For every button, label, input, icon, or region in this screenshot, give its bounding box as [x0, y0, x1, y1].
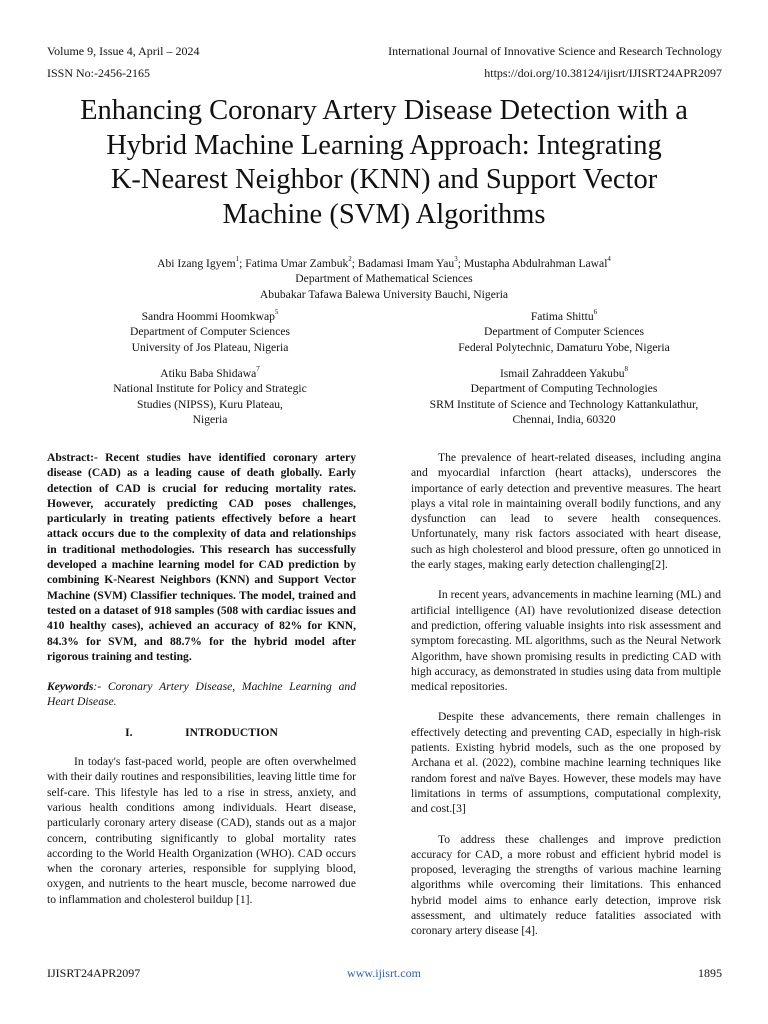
author-sup: 3 — [454, 255, 458, 263]
author-sup: 1 — [235, 255, 240, 263]
title-line: Hybrid Machine Learning Approach: Integrating — [106, 129, 662, 161]
author6-dept: Department of Computer Sciences — [483, 325, 644, 339]
author7-inst-line1: National Institute for Policy and Strategic — [113, 382, 307, 396]
author7-name: Atiku Baba Shidawa — [160, 367, 257, 380]
author8-block — [404, 366, 724, 428]
paragraph: Despite these advancements, there remain challenges in effectively detecting and preventing CAD, especially in high-risk patients. Existing hybrid models, such as the one proposed by Archana et al. (2022), combine machine learning techniques like random forest and naïve Bayes. However, these models may have limitations in terms of assumptions, computational complexity, and cost.[3] — [411, 710, 721, 816]
author5-name: Sandra Hoommi Hoomkwap — [141, 310, 275, 323]
main-authors — [84, 256, 684, 271]
author-sup: 4 — [607, 255, 611, 263]
title-line: Machine (SVM) Algorithms — [222, 198, 546, 230]
author6-name: Fatima Shittu — [530, 310, 594, 323]
paragraph: In today's fast-paced world, people are often overwhelmed with their daily routines and responsibilities, leaving little time for self-care. This lifestyle has led to a rise in stress, anxiety, and various health conditions among individuals. Heart disease, particularly coronary artery disease (CAD), stands out as a major concern, contributing significantly to global mortality rates according to the World Health Organization (WHO). CAD occurs when the coronary arteries, responsible for supplying blood, oxygen, and nutrients to the heart muscle, become narrowed due to inflammation and cholesterol buildup [1]. — [47, 755, 356, 906]
author8-sup: 8 — [624, 365, 629, 373]
author-name: Abi Izang Igyem — [157, 257, 236, 270]
footer-paper-id: IJISRT24APR2097 — [47, 966, 141, 980]
author6-sup: 6 — [593, 308, 598, 316]
abstract: Abstract:- Recent studies have identified coronary artery disease (CAD) as a leading cause of death globally. Early detection of CAD is crucial for reducing mortality rates. However, accurately predicting CAD poses challenges, particularly in treating patients effectively before a heart attack occurs due to the complexity of data and relationships in traditional methodologies. This research has successfully developed a machine learning model for CAD prediction by combining K-Nearest Neighbors (KNN) and Support Vector Machine (SVM) Classifier techniques. The model, trained and tested on a dataset of 918 samples (508 with cardiac issues and 410 healthy cases), achieved an accuracy of 82% for KNN, 84.3% for SVM, and 88.7% for the hybrid model after rigorous training and testing. — [47, 451, 356, 663]
author8-name: Ismail Zahraddeen Yakubu — [499, 367, 625, 380]
section-heading — [47, 725, 356, 740]
author-name: ; Mustapha Abdulrahman Lawal — [457, 257, 608, 270]
paragraph: The prevalence of heart-related diseases, including angina and myocardial infarction (heart attacks), underscores the importance of early detection and preventive measures. The heart plays a vital role in maintaining overall bodily functions, and any dysfunction can lead to severe health consequences. Unfortunately, many risk factors associated with heart disease, such as high cholesterol and blood pressure, often go unnoticed in the early stages, making early detection challenging[2]. — [411, 451, 721, 572]
section-title: INTRODUCTION — [185, 725, 278, 739]
keywords-text: :- Coronary Artery Disease, Machine Learning and Heart Disease. — [47, 680, 356, 709]
keywords-label: Keywords — [47, 680, 94, 694]
header-issn: ISSN No:-2456-2165 — [47, 66, 151, 80]
author8-inst-line2: Chennai, India, 60320 — [512, 413, 616, 427]
author7-inst-line3: Nigeria — [192, 413, 228, 427]
section-number: I. — [125, 725, 133, 739]
header-journal: International Journal of Innovative Science and Research Technology — [388, 44, 722, 58]
author-sup: 2 — [348, 255, 352, 263]
title-line: Enhancing Coronary Artery Disease Detection with a — [80, 95, 688, 126]
footer-website-link[interactable]: www.ijisrt.com — [347, 966, 421, 980]
author6-block — [424, 309, 704, 355]
paper-title — [40, 94, 728, 232]
author8-dept: Department of Computing Technologies — [470, 382, 658, 396]
author7-sup: 7 — [256, 365, 260, 373]
main-department: Department of Mathematical Sciences — [295, 272, 473, 286]
header-doi[interactable]: https://doi.org/10.38124/ijisrt/IJISRT24APR2097 — [484, 66, 722, 80]
author-name: ; Fatima Umar Zambuk — [239, 257, 349, 270]
keywords — [47, 679, 356, 710]
right-column — [411, 450, 721, 954]
main-university: Abubakar Tafawa Balewa University Bauchi, Nigeria — [259, 287, 509, 301]
author5-sup: 5 — [274, 308, 279, 316]
main-authors-block — [84, 256, 684, 302]
author5-dept: Department of Computer Sciences — [129, 325, 290, 339]
footer-page-number: 1895 — [698, 966, 722, 980]
author8-inst-line1: SRM Institute of Science and Technology Kattankulathur, — [429, 397, 699, 411]
author6-inst: Federal Polytechnic, Damaturu Yobe, Nigeria — [458, 340, 670, 354]
title-line: K-Nearest Neighbor (KNN) and Support Vector — [110, 164, 658, 195]
left-column — [47, 450, 356, 922]
author-name: ; Badamasi Imam Yau — [351, 257, 455, 270]
header-volume: Volume 9, Issue 4, April – 2024 — [47, 44, 200, 58]
author5-block — [80, 309, 340, 355]
paragraph: In recent years, advancements in machine learning (ML) and artificial intelligence (AI) have revolutionized disease detection and prediction, offering valuable insights into risk assessment and symptom forecasting. ML algorithms, such as the Neural Network Algorithm, have shown promising results in predicting CAD with high accuracy, as demonstrated in studies using data from multiple medical repositories. — [411, 588, 721, 694]
author7-block — [80, 366, 340, 428]
author5-inst: University of Jos Plateau, Nigeria — [131, 340, 289, 354]
author7-inst-line2: Studies (NIPSS), Kuru Plateau, — [137, 397, 283, 411]
paragraph: To address these challenges and improve prediction accuracy for CAD, a more robust and efficient hybrid model is proposed, leveraging the strengths of various machine learning algorithms while overcoming their limitations. This enhanced hybrid model aims to enhance early detection, improve risk assessment, and ultimately reduce fatalities associated with coronary artery disease [4]. — [411, 832, 721, 938]
